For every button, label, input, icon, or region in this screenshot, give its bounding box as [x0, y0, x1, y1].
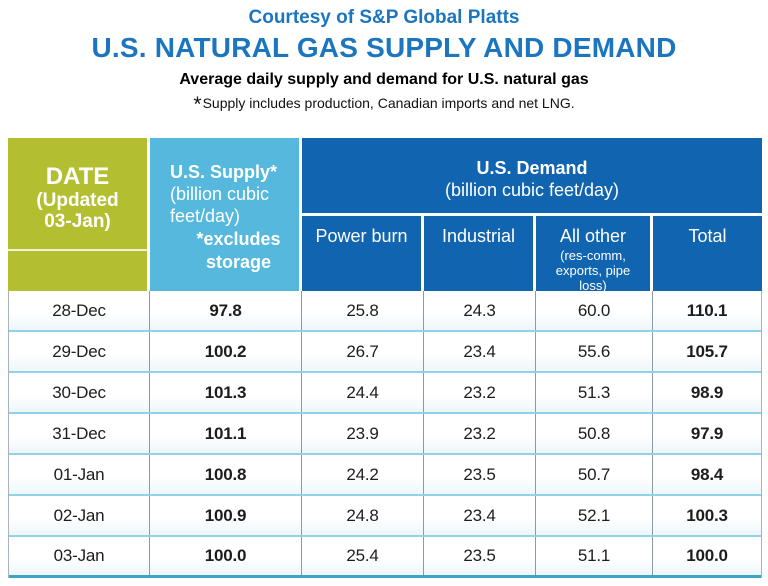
date-cell: 31-Dec [9, 414, 150, 453]
table-row [9, 291, 761, 332]
supply-header-unit-line1: (billion cubic [170, 184, 270, 204]
total-cell: 98.4 [690, 464, 724, 484]
date-header-updated-date: 03-Jan) [44, 211, 111, 232]
power-burn-cell: 25.4 [302, 537, 424, 575]
table-row [9, 414, 761, 455]
column-label: All other [559, 226, 627, 246]
demand-header-title: U.S. Demand [476, 157, 588, 178]
table-row [9, 373, 761, 414]
column-header-all-other [536, 216, 653, 291]
demand-header-unit: (billion cubic feet/day) [444, 179, 620, 200]
supply-cell: 101.3 [150, 373, 302, 412]
page-subtitle: Average daily supply and demand for U.S. natural gas [179, 71, 589, 88]
table-header [8, 138, 762, 291]
supply-cell: 100.2 [150, 332, 302, 371]
date-cell: 30-Dec [9, 373, 150, 412]
industrial-cell: 23.4 [424, 332, 536, 371]
power-burn-cell: 24.8 [302, 496, 424, 535]
supply-header-title: U.S. Supply* [170, 162, 278, 182]
total-cell: 105.7 [686, 341, 728, 361]
date-cell: 29-Dec [9, 332, 150, 371]
supply-cell: 101.1 [150, 414, 302, 453]
date-cell: 03-Jan [9, 537, 150, 575]
asterisk-glyph: * [193, 93, 202, 116]
page-title: U.S. NATURAL GAS SUPPLY AND DEMAND [91, 32, 677, 63]
industrial-cell: 23.5 [424, 455, 536, 494]
supply-cell: 100.8 [150, 455, 302, 494]
supply-header-note-line1: *excludes [196, 229, 281, 249]
supply-cell: 97.8 [150, 291, 302, 330]
column-label: Power burn [315, 226, 408, 246]
all-other-cell: 50.7 [536, 455, 653, 494]
industrial-cell: 23.2 [424, 373, 536, 412]
column-label: Industrial [441, 226, 516, 246]
power-burn-cell: 25.8 [302, 291, 424, 330]
industrial-cell: 23.4 [424, 496, 536, 535]
table-row [9, 455, 761, 496]
table-row [9, 496, 761, 537]
power-burn-cell: 24.4 [302, 373, 424, 412]
supply-demand-table [8, 138, 762, 578]
supply-cell: 100.9 [150, 496, 302, 535]
column-header-power-burn [302, 216, 424, 291]
supply-header-cell [150, 138, 302, 291]
industrial-cell: 23.2 [424, 414, 536, 453]
power-burn-cell: 24.2 [302, 455, 424, 494]
total-cell: 110.1 [686, 300, 728, 320]
date-header-cell [8, 138, 150, 291]
column-label: Total [688, 226, 727, 246]
all-other-cell: 60.0 [536, 291, 653, 330]
industrial-cell: 24.3 [424, 291, 536, 330]
column-header-industrial [424, 216, 536, 291]
supply-footnote [0, 92, 768, 116]
total-cell: 97.9 [690, 423, 724, 443]
total-cell: 100.0 [686, 546, 728, 565]
total-cell: 100.3 [686, 505, 728, 525]
supply-header-unit-line2: feet/day) [170, 206, 241, 226]
title-block [0, 0, 768, 116]
date-cell-divider [8, 249, 147, 251]
power-burn-cell: 26.7 [302, 332, 424, 371]
date-cell: 28-Dec [9, 291, 150, 330]
courtesy-line: Courtesy of S&P Global Platts [248, 7, 520, 28]
date-cell: 02-Jan [9, 496, 150, 535]
table-row [9, 537, 761, 578]
all-other-cell: 52.1 [536, 496, 653, 535]
date-header-updated: (Updated [36, 190, 119, 211]
all-other-cell: 55.6 [536, 332, 653, 371]
column-header-total [653, 216, 762, 291]
all-other-cell: 50.8 [536, 414, 653, 453]
column-note: (res-comm, exports, pipe loss) [555, 248, 631, 293]
date-cell: 01-Jan [9, 455, 150, 494]
table-row [9, 332, 761, 373]
demand-group-header [302, 138, 762, 216]
all-other-cell: 51.1 [536, 537, 653, 575]
power-burn-cell: 23.9 [302, 414, 424, 453]
footnote-text: Supply includes production, Canadian imports and net LNG. [202, 95, 575, 111]
total-cell: 98.9 [690, 382, 724, 402]
date-header-label: DATE [45, 163, 110, 190]
all-other-cell: 51.3 [536, 373, 653, 412]
table-body [8, 291, 762, 578]
supply-cell: 100.0 [150, 537, 302, 575]
supply-header-note-line2: storage [205, 252, 272, 272]
industrial-cell: 23.5 [424, 537, 536, 575]
